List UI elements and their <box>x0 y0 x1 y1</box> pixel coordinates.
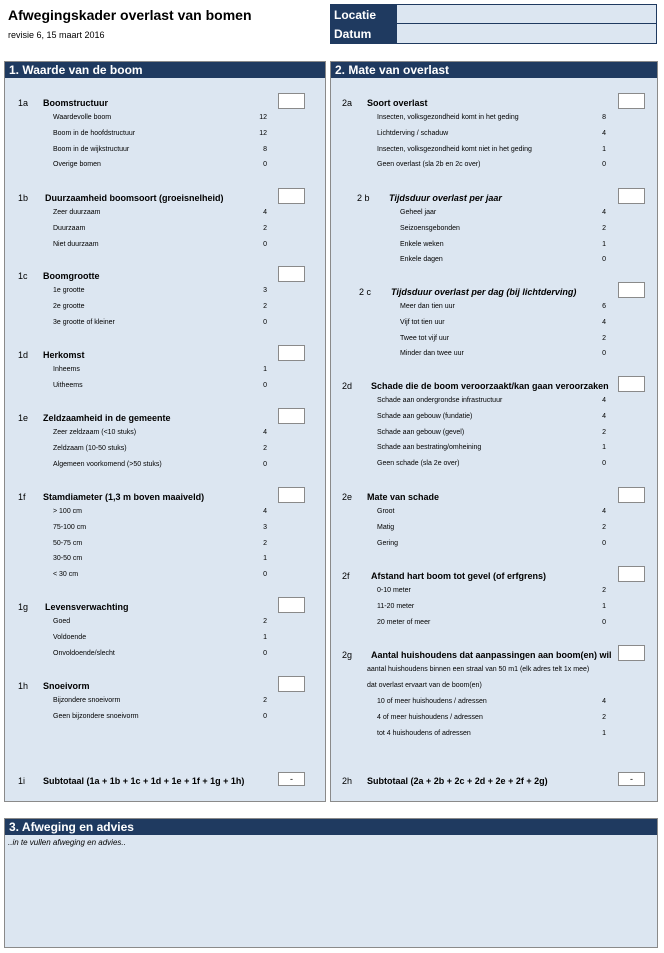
option-points: 2 <box>263 539 267 547</box>
option-points: 3 <box>263 287 267 294</box>
option-points: 1 <box>602 602 606 610</box>
option-label: Voldoende <box>53 633 87 641</box>
question-code: 2 b <box>357 193 370 203</box>
option-label: < 30 cm <box>53 571 79 579</box>
option-label: Boom in de hoofdstructuur <box>53 129 136 137</box>
datum-row <box>330 24 657 44</box>
option-points: 12 <box>259 129 267 137</box>
option-label: 4 of meer huishoudens / adressen <box>377 713 483 721</box>
option-points: 2 <box>602 587 606 594</box>
question-title: Tijdsduur overlast per dag (bij lichtderving) <box>391 287 577 297</box>
option-points: 0 <box>602 539 606 547</box>
subtotal-label: Subtotaal (2a + 2b + 2c + 2d + 2e + 2f + 2g) <box>367 776 548 786</box>
page-title: Afwegingskader overlast van bomen <box>8 7 252 23</box>
option-label: Zeldzaam (10-50 stuks) <box>53 444 127 452</box>
question-code: 1e <box>18 413 29 423</box>
option-label: Schade aan gebouw (gevel) <box>377 428 465 436</box>
option-points: 0 <box>263 649 267 657</box>
score-input[interactable] <box>278 345 305 361</box>
option-label: 10 of meer huishoudens / adressen <box>377 698 487 705</box>
subtotal-code: 2h <box>342 776 353 786</box>
score-input[interactable] <box>618 645 645 661</box>
option-label: Boom in de wijkstructuur <box>53 145 130 153</box>
option-label: 1e grootte <box>53 287 85 294</box>
option-label: 2e grootte <box>53 302 85 310</box>
option-label: Groot <box>377 508 395 515</box>
option-points: 8 <box>263 145 267 153</box>
option-label: Algemeen voorkomend (>50 stuks) <box>53 460 162 468</box>
question-code: 2g <box>342 650 353 660</box>
option-points: 0 <box>602 618 606 626</box>
option-label: Lichtderving / schaduw <box>377 129 449 137</box>
question-code: 2 c <box>359 287 372 297</box>
option-points: 8 <box>602 114 606 121</box>
option-points: 1 <box>602 240 606 248</box>
option-label: Enkele dagen <box>400 256 443 264</box>
option-label: Gering <box>377 539 399 547</box>
question-title: Boomstructuur <box>43 98 108 108</box>
option-points: 0 <box>602 460 606 468</box>
option-points: 4 <box>602 129 606 137</box>
section-mate-van-overlast <box>330 61 658 802</box>
option-label: Niet duurzaam <box>53 240 99 248</box>
subtotal-code: 1i <box>18 776 26 786</box>
option-label: Enkele weken <box>400 240 444 248</box>
option-label: Schade aan ondergrondse infrastructuur <box>377 397 503 404</box>
question-title: Stamdiameter (1,3 m boven maaiveld) <box>43 492 205 502</box>
option-points: 4 <box>602 397 606 404</box>
question-code: 2e <box>342 492 353 502</box>
option-points: 12 <box>259 114 267 121</box>
score-input[interactable] <box>278 408 305 424</box>
question-code: 2d <box>342 381 353 391</box>
score-input[interactable] <box>618 188 645 204</box>
score-input[interactable] <box>278 188 305 204</box>
option-points: 2 <box>602 334 606 342</box>
option-points: 0 <box>263 161 267 169</box>
question-code: 1g <box>18 602 29 612</box>
option-points: 4 <box>263 508 267 515</box>
option-label: Uitheems <box>53 381 83 389</box>
option-points: 1 <box>602 145 606 153</box>
option-points: 0 <box>263 381 267 389</box>
meta-table <box>330 4 657 44</box>
option-label: Duurzaam <box>53 224 86 232</box>
question-title: Mate van schade <box>367 492 440 502</box>
datum-label: Datum <box>330 24 397 44</box>
score-input[interactable] <box>618 376 645 392</box>
option-points: 1 <box>263 633 267 641</box>
option-label: Twee tot vijf uur <box>400 334 450 342</box>
option-points: 4 <box>602 318 606 326</box>
option-label: 0-10 meter <box>377 587 411 594</box>
option-points: 2 <box>602 713 606 721</box>
option-label: > 100 cm <box>53 508 82 515</box>
section-afweging-en-advies <box>4 818 658 948</box>
option-points: 0 <box>263 318 267 326</box>
subtotal-value: - <box>618 772 645 786</box>
score-input[interactable] <box>618 566 645 582</box>
option-label: Matig <box>377 523 395 531</box>
option-label: 20 meter of meer <box>377 618 431 626</box>
question-note: dat overlast ervaart van de boom(en) <box>367 682 482 689</box>
option-points: 4 <box>263 209 267 216</box>
option-label: 3e grootte of kleiner <box>53 318 115 326</box>
question-title: Boomgrootte <box>43 271 100 281</box>
option-points: 2 <box>263 618 267 625</box>
option-label: Geheel jaar <box>400 209 437 216</box>
question-code: 2f <box>342 571 350 581</box>
option-points: 1 <box>602 444 606 452</box>
option-points: 2 <box>263 224 267 232</box>
option-points: 2 <box>263 444 267 452</box>
option-label: 75-100 cm <box>53 523 87 531</box>
option-label: Geen bijzondere snoeivorm <box>53 712 139 720</box>
locatie-label: Locatie <box>330 4 397 24</box>
option-points: 4 <box>602 698 606 705</box>
option-points: 0 <box>263 240 267 248</box>
option-label: Geen overlast (sla 2b en 2c over) <box>377 161 481 169</box>
option-points: 1 <box>263 555 267 563</box>
score-input[interactable] <box>278 597 305 613</box>
revision-label: revisie 6, 15 maart 2016 <box>8 30 105 40</box>
score-input[interactable] <box>618 282 645 298</box>
score-input[interactable] <box>278 266 305 282</box>
option-points: 0 <box>263 712 267 720</box>
subtotal-value: - <box>278 772 305 786</box>
score-input[interactable] <box>618 93 645 109</box>
option-label: Minder dan twee uur <box>400 350 464 358</box>
option-points: 0 <box>263 571 267 579</box>
option-points: 4 <box>602 412 606 420</box>
option-points: 2 <box>263 302 267 310</box>
option-label: Insecten, volksgezondheid komt in het geding <box>377 114 519 121</box>
option-label: Zeer zeldzaam (<10 stuks) <box>53 429 137 436</box>
option-label: Overige bomen <box>53 161 101 169</box>
question-title: Levensverwachting <box>45 602 129 612</box>
question-title: Snoeivorm <box>43 681 90 691</box>
option-label: Schade aan bestrating/omheining <box>377 444 482 452</box>
question-note: aantal huishoudens binnen een straal van 50 m1 (elk adres telt 1x mee) <box>367 666 590 673</box>
question-code: 1c <box>18 271 28 281</box>
option-points: 4 <box>602 508 606 515</box>
option-label: Goed <box>53 618 71 625</box>
question-title: Schade die de boom veroorzaakt/kan gaan veroorzaken <box>371 381 609 391</box>
section-2-header: 2. Mate van overlast <box>331 62 657 78</box>
option-points: 1 <box>602 729 606 737</box>
option-label: Inheems <box>53 366 80 373</box>
question-title: Afstand hart boom tot gevel (of erfgrens) <box>371 571 547 581</box>
question-title: Tijdsduur overlast per jaar <box>389 193 502 203</box>
option-label: Vijf tot tien uur <box>400 318 445 326</box>
question-title: Aantal huishoudens dat aanpassingen aan boom(en) wil <box>371 650 612 660</box>
option-label: Insecten, volksgezondheid komt niet in het geding <box>377 145 532 153</box>
locatie-field[interactable] <box>397 4 657 24</box>
option-label: Seizoensgebonden <box>400 224 460 232</box>
option-label: Geen schade (sla 2e over) <box>377 460 460 468</box>
option-label: Meer dan tien uur <box>400 303 455 310</box>
locatie-row <box>330 4 657 24</box>
question-code: 2a <box>342 98 353 108</box>
question-title: Duurzaamheid boomsoort (groeisnelheid) <box>45 193 224 203</box>
option-points: 1 <box>263 366 267 373</box>
option-points: 0 <box>602 350 606 358</box>
option-label: Onvoldoende/slecht <box>53 649 115 657</box>
question-code: 1h <box>18 681 29 691</box>
option-label: 30-50 cm <box>53 555 83 563</box>
section-waarde-van-de-boom <box>4 61 326 802</box>
question-title: Soort overlast <box>367 98 428 108</box>
option-points: 0 <box>263 460 267 468</box>
datum-field[interactable] <box>397 24 657 44</box>
option-points: 2 <box>602 224 606 232</box>
option-label: 11-20 meter <box>377 602 415 610</box>
score-input[interactable] <box>278 676 305 692</box>
option-points: 4 <box>602 209 606 216</box>
option-points: 4 <box>263 429 267 436</box>
option-points: 6 <box>602 303 606 310</box>
score-input[interactable] <box>618 487 645 503</box>
section-3-header: 3. Afweging en advies <box>5 819 657 835</box>
question-code: 1d <box>18 350 29 360</box>
question-code: 1a <box>18 98 29 108</box>
advice-input[interactable]: ..in te vullen afweging en advies.. <box>8 838 126 847</box>
question-title: Herkomst <box>43 350 85 360</box>
question-code: 1b <box>18 193 29 203</box>
option-label: 50-75 cm <box>53 539 83 547</box>
option-points: 0 <box>602 256 606 264</box>
question-code: 1f <box>18 492 26 502</box>
score-input[interactable] <box>278 93 305 109</box>
option-points: 2 <box>263 697 267 704</box>
question-title: Zeldzaamheid in de gemeente <box>43 413 171 423</box>
option-points: 0 <box>602 161 606 169</box>
section-1-header: 1. Waarde van de boom <box>5 62 325 78</box>
option-points: 2 <box>602 428 606 436</box>
option-label: Bijzondere snoeivorm <box>53 697 121 704</box>
score-input[interactable] <box>278 487 305 503</box>
subtotal-label: Subtotaal (1a + 1b + 1c + 1d + 1e + 1f + 1g + 1h) <box>43 776 245 786</box>
option-points: 2 <box>602 523 606 531</box>
option-label: Waardevolle boom <box>53 114 112 121</box>
option-label: tot 4 huishoudens of adressen <box>377 729 471 737</box>
option-label: Zeer duurzaam <box>53 209 101 216</box>
option-points: 3 <box>263 523 267 531</box>
option-label: Schade aan gebouw (fundatie) <box>377 412 473 420</box>
